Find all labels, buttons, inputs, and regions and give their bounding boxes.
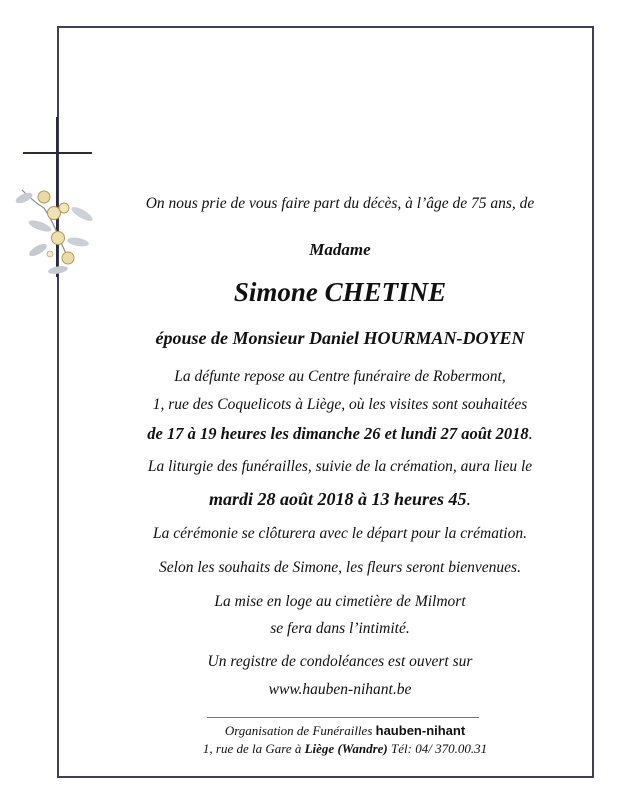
- spouse-line: épouse de Monsieur Daniel HOURMAN-DOYEN: [155, 328, 525, 348]
- visit-hours-period: .: [528, 424, 533, 443]
- liturgy-date-text: mardi 28 août 2018 à 13 heures 45: [208, 489, 467, 509]
- burial-line-2: se fera dans l’intimité.: [270, 620, 410, 637]
- burial-line-1: La mise en loge au cimetière de Milmort: [214, 593, 466, 610]
- footer-organisation: [130, 723, 560, 739]
- visit-hours: [100, 424, 580, 444]
- footer-city: Liège (Wandre): [304, 741, 388, 756]
- liturgy-date-period: .: [466, 489, 472, 509]
- deceased-name: Simone CHETINE: [233, 277, 447, 307]
- intro-text: On nous prie de vous faire part du décès, à l’âge de 75 ans, de: [145, 195, 535, 212]
- flower-spray-icon: [14, 180, 104, 280]
- footer-divider: [207, 717, 479, 718]
- website-link[interactable]: www.hauben-nihant.be: [268, 681, 412, 698]
- cross-icon-bar: [23, 152, 92, 154]
- rest-location-line-2: 1, rue des Coquelicots à Liège, où les visites sont souhaitées: [152, 396, 528, 413]
- liturgy-date: [100, 489, 580, 510]
- brand-logo-text: hauben-nihant: [375, 723, 466, 738]
- footer-address-prefix: 1, rue de la Gare à: [202, 741, 302, 756]
- flowers-text: Selon les souhaits de Simone, les fleurs seront bienvenues.: [159, 559, 521, 576]
- honorific: Madame: [309, 240, 371, 259]
- footer-org-prefix: Organisation de Funérailles: [224, 723, 373, 738]
- liturgy-text: La liturgie des funérailles, suivie de la crémation, aura lieu le: [147, 458, 533, 475]
- register-text: Un registre de condoléances est ouvert sur: [207, 653, 473, 670]
- visit-hours-text: de 17 à 19 heures les dimanche 26 et lundi 27 août 2018: [147, 424, 529, 443]
- footer-address: [130, 741, 560, 757]
- ceremony-end-text: La cérémonie se clôturera avec le départ pour la crémation.: [153, 525, 527, 542]
- footer-phone: Tél: 04/ 370.00.31: [391, 741, 488, 756]
- rest-location-line-1: La défunte repose au Centre funéraire de Robermont,: [174, 368, 506, 385]
